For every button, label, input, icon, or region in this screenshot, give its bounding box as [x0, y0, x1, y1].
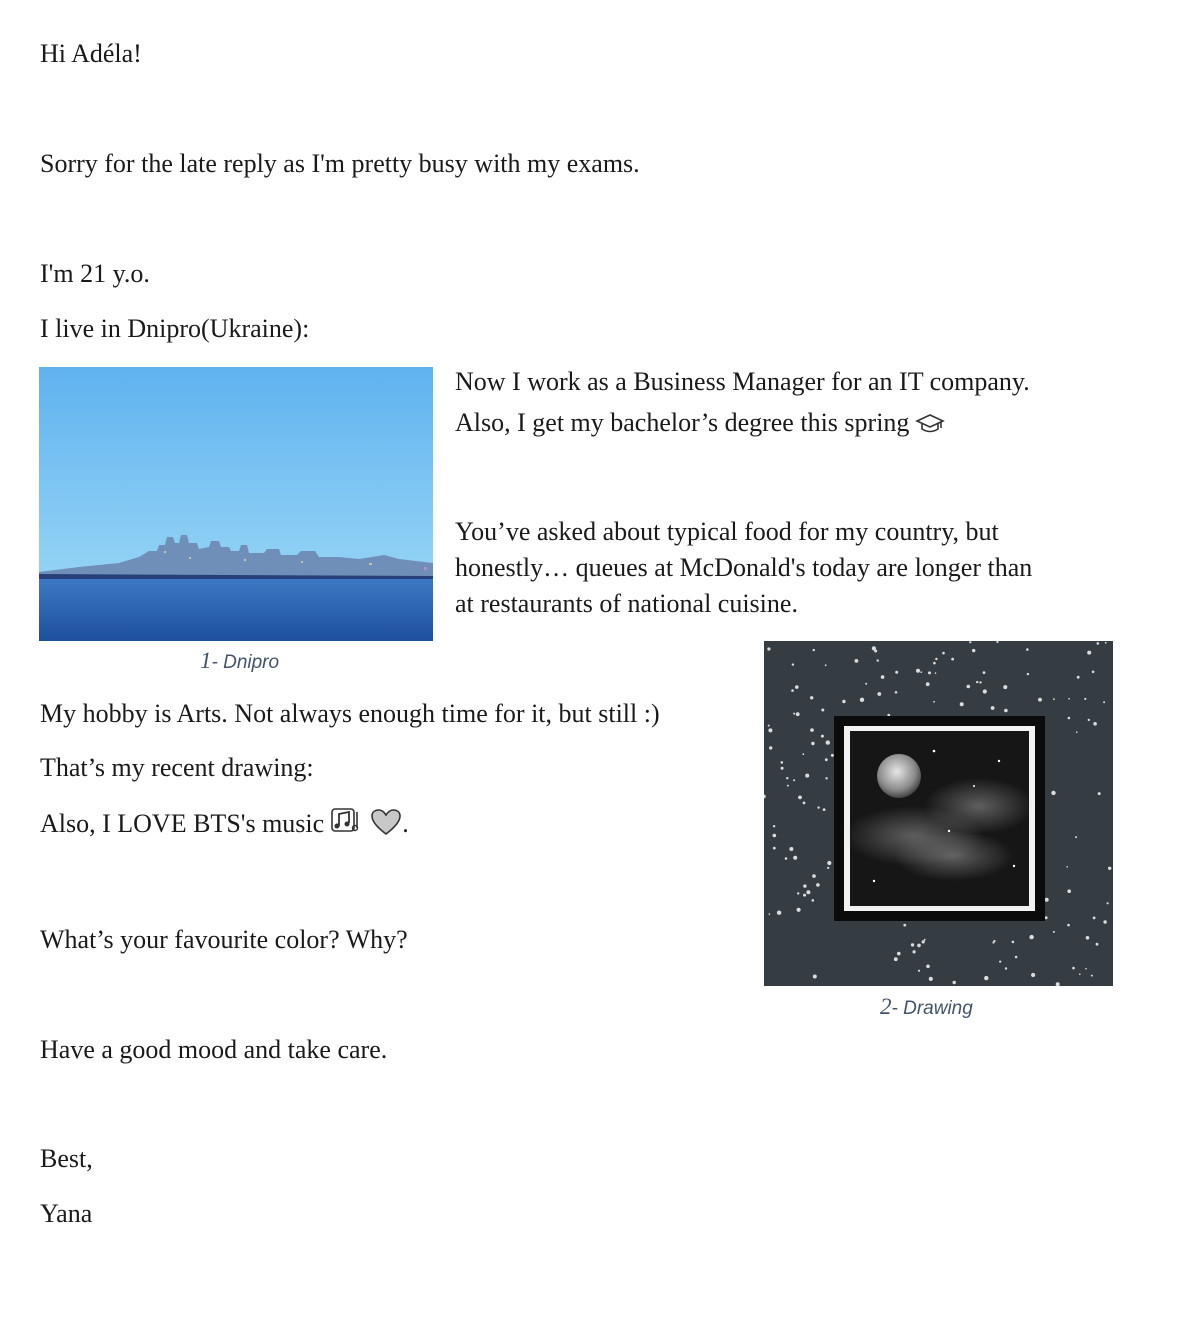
star-confetti: [813, 649, 815, 651]
star-confetti: [933, 662, 936, 665]
star-confetti: [825, 758, 828, 761]
star-confetti: [877, 692, 881, 696]
star-confetti: [951, 658, 954, 661]
star-confetti: [1088, 719, 1090, 721]
location-line: I live in Dnipro(Ukraine):: [40, 314, 310, 343]
star-confetti: [810, 696, 813, 699]
star-confetti: [992, 941, 994, 943]
wish-line: Have a good mood and take care.: [40, 1035, 388, 1064]
star-confetti: [803, 802, 806, 805]
caption-dnipro-number: 1: [200, 648, 212, 673]
greeting: Hi Adéla!: [40, 39, 142, 68]
star-confetti: [926, 682, 930, 686]
star-confetti: [768, 725, 770, 727]
star-confetti: [1097, 642, 1100, 645]
star-confetti: [1067, 924, 1070, 927]
star-confetti: [984, 976, 988, 980]
star-confetti: [1079, 973, 1081, 975]
caption-drawing-number: 2: [880, 994, 892, 1019]
star-confetti: [967, 685, 971, 689]
star-confetti: [769, 913, 771, 915]
star-confetti: [812, 899, 815, 902]
star-confetti: [803, 894, 806, 897]
star-confetti: [972, 649, 975, 652]
star-confetti: [894, 957, 898, 961]
question-line: What’s your favourite color? Why?: [40, 925, 408, 954]
star-confetti: [924, 939, 926, 941]
star-confetti: [935, 658, 937, 660]
star-confetti: [798, 796, 802, 800]
star-confetti: [1015, 956, 1018, 959]
star-confetti: [831, 754, 834, 757]
star-confetti: [1051, 791, 1055, 795]
caption-dnipro-label: - Dnipro: [211, 652, 280, 673]
star-confetti: [811, 742, 814, 745]
star-confetti: [785, 857, 788, 860]
star-confetti: [1098, 792, 1101, 795]
star-confetti: [768, 728, 772, 732]
hobby-line: My hobby is Arts. Not always enough time for it, but still :): [40, 699, 660, 728]
star-confetti: [1096, 943, 1099, 946]
star-confetti: [1027, 673, 1029, 675]
star-confetti: [922, 940, 925, 943]
signature: Yana: [40, 1199, 93, 1228]
star-confetti: [1031, 973, 1035, 977]
dnipro-photo: [39, 367, 433, 641]
star-confetti: [1029, 935, 1033, 939]
star-confetti: [786, 777, 788, 779]
star-confetti: [996, 641, 998, 643]
star-confetti: [1084, 698, 1086, 700]
closing-line: Best,: [40, 1144, 93, 1173]
heart-icon: [370, 808, 402, 846]
star-confetti: [1053, 698, 1055, 700]
food-line-1: You’ve asked about typical food for my country, but: [455, 517, 999, 546]
graduation-cap-icon: [915, 409, 945, 445]
star-confetti: [802, 753, 804, 755]
star-confetti: [928, 671, 931, 674]
caption-drawing-label: - Drawing: [891, 998, 973, 1019]
star-confetti: [825, 777, 827, 779]
star-confetti: [1067, 889, 1071, 893]
star-confetti: [1053, 931, 1055, 933]
star-confetti: [897, 952, 901, 956]
star-confetti: [773, 834, 777, 838]
star-confetti: [903, 924, 906, 927]
star-confetti: [1012, 941, 1015, 944]
star-confetti: [979, 681, 981, 683]
star-confetti: [911, 943, 914, 946]
star-confetti: [797, 892, 799, 894]
star-confetti: [916, 669, 920, 673]
star-confetti: [1072, 967, 1075, 970]
star-confetti: [1092, 671, 1095, 674]
star-confetti: [1005, 967, 1007, 969]
star-confetti: [1066, 866, 1068, 868]
star-confetti: [1085, 968, 1087, 970]
star-confetti: [1003, 685, 1007, 689]
star-confetti: [827, 867, 829, 869]
star-confetti: [842, 700, 845, 703]
star-confetti: [781, 761, 784, 764]
star-confetti: [805, 774, 809, 778]
star-confetti: [803, 884, 806, 887]
star-confetti: [787, 785, 789, 787]
star-confetti: [806, 890, 810, 894]
work-line-1: Now I work as a Business Manager for an IT company.: [455, 367, 1030, 396]
star-confetti: [976, 681, 978, 683]
star-confetti: [874, 650, 877, 653]
star-confetti: [918, 970, 920, 972]
star-confetti: [895, 671, 898, 674]
star-confetti: [933, 701, 935, 703]
star-confetti: [929, 977, 933, 981]
star-confetti: [825, 664, 827, 666]
star-confetti: [810, 728, 814, 732]
star-confetti: [793, 779, 795, 781]
work-line-2: [455, 405, 945, 445]
star-confetti: [953, 981, 956, 984]
star-confetti: [991, 706, 995, 710]
work-line-2-text: Also, I get my bachelor’s degree this spring: [455, 408, 910, 437]
star-confetti: [812, 874, 816, 878]
star-confetti: [821, 709, 824, 712]
star-confetti: [960, 702, 964, 706]
star-confetti: [860, 698, 864, 702]
star-confetti: [942, 652, 945, 655]
star-confetti: [1093, 917, 1096, 920]
star-confetti: [999, 961, 1001, 963]
star-confetti: [881, 675, 885, 679]
star-confetti: [813, 975, 817, 979]
star-confetti: [1076, 731, 1078, 733]
star-confetti: [895, 691, 898, 694]
star-confetti: [1108, 867, 1111, 870]
star-confetti: [791, 689, 794, 692]
music-notes-icon: [330, 806, 364, 846]
star-confetti: [827, 861, 831, 865]
star-confetti: [969, 641, 971, 643]
star-confetti: [1105, 642, 1107, 644]
star-confetti: [795, 685, 799, 689]
star-confetti: [913, 950, 916, 953]
star-confetti: [777, 911, 781, 915]
star-confetti: [823, 808, 826, 811]
star-confetti: [877, 659, 879, 661]
caption-drawing: [880, 994, 973, 1020]
star-confetti: [797, 908, 801, 912]
star-confetti: [1091, 975, 1093, 977]
star-confetti: [1103, 920, 1106, 923]
star-confetti: [1086, 936, 1090, 940]
apology-line: Sorry for the late reply as I'm pretty busy with my exams.: [40, 149, 640, 178]
star-confetti: [769, 746, 772, 749]
star-confetti: [935, 672, 937, 674]
star-confetti: [1093, 722, 1097, 726]
star-confetti: [773, 825, 775, 827]
star-confetti: [983, 689, 987, 693]
star-confetti: [1107, 902, 1109, 904]
star-confetti: [1075, 836, 1077, 838]
star-confetti: [1045, 916, 1048, 919]
drawing-line: That’s my recent drawing:: [40, 753, 314, 782]
star-confetti: [865, 683, 867, 685]
star-confetti: [767, 647, 770, 650]
star-confetti: [1004, 709, 1008, 713]
star-confetti: [1068, 698, 1070, 700]
star-confetti: [917, 944, 921, 948]
star-confetti: [920, 671, 922, 673]
age-line: I'm 21 y.o.: [40, 259, 150, 288]
star-confetti: [1045, 898, 1049, 902]
star-confetti: [1103, 701, 1105, 703]
star-confetti: [1087, 651, 1091, 655]
star-confetti: [1077, 676, 1080, 679]
star-confetti: [821, 735, 824, 738]
star-confetti: [781, 767, 784, 770]
star-confetti: [1026, 648, 1029, 651]
star-confetti: [793, 856, 797, 860]
star-confetti: [789, 847, 793, 851]
star-confetti: [1038, 698, 1042, 702]
caption-dnipro: [200, 648, 279, 674]
star-confetti: [792, 663, 794, 665]
star-confetti: [1068, 717, 1071, 720]
drawing-photo: [764, 641, 1113, 986]
star-confetti: [796, 712, 800, 716]
star-confetti: [817, 806, 819, 808]
star-confetti: [793, 713, 795, 715]
star-confetti: [855, 659, 859, 663]
star-confetti: [926, 965, 930, 969]
music-line-end: .: [402, 809, 409, 838]
music-line: [40, 806, 409, 846]
food-line-2: honestly… queues at McDonald's today are longer than: [455, 553, 1033, 582]
star-confetti: [826, 740, 830, 744]
star-confetti: [773, 847, 776, 850]
music-line-text: Also, I LOVE BTS's music: [40, 809, 325, 838]
food-line-3: at restaurants of national cuisine.: [455, 589, 798, 618]
star-confetti: [816, 883, 820, 887]
star-confetti: [983, 671, 986, 674]
